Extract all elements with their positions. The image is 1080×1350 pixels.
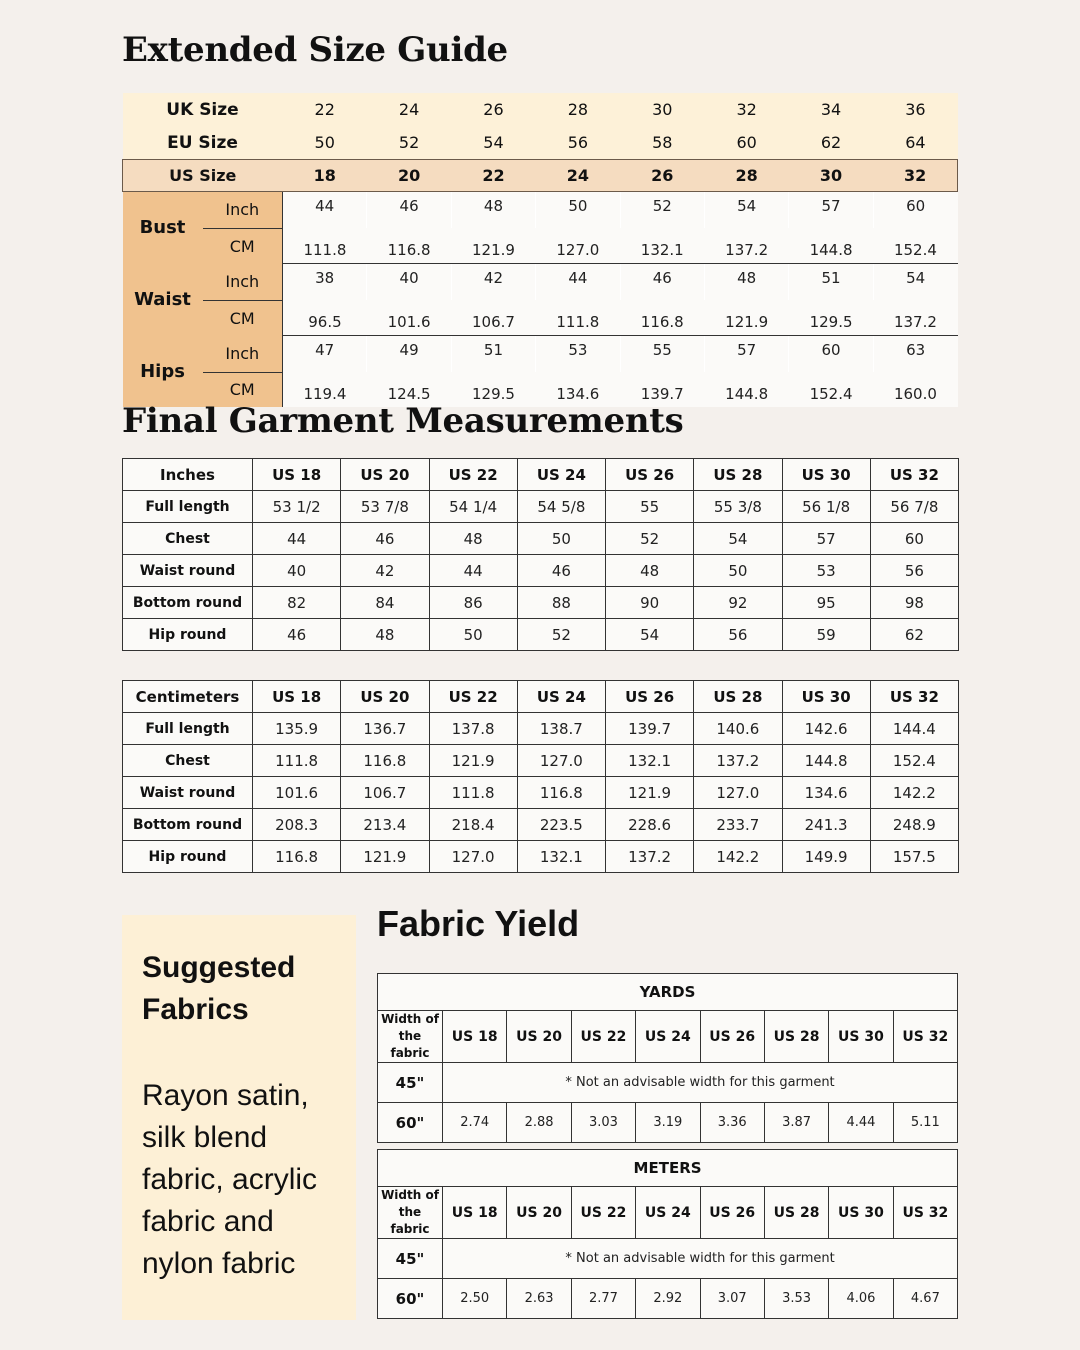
garment-cell: 90 bbox=[606, 587, 694, 619]
measurement-row bbox=[123, 300, 958, 336]
garment-column-header: US 28 bbox=[694, 459, 782, 491]
measurement-cell: 48 bbox=[704, 264, 788, 301]
unit-label: Inch bbox=[203, 264, 283, 301]
measurement-cell: 57 bbox=[704, 336, 788, 373]
garment-cell: 137.8 bbox=[429, 713, 517, 745]
garment-cell: 62 bbox=[870, 619, 958, 651]
garment-cell: 82 bbox=[253, 587, 341, 619]
yield-column-header: US 20 bbox=[507, 1011, 571, 1063]
yield-column-header: US 30 bbox=[829, 1187, 893, 1239]
size-row-label: EU Size bbox=[123, 126, 283, 160]
garment-cell: 135.9 bbox=[253, 713, 341, 745]
yield-column-header: US 30 bbox=[829, 1011, 893, 1063]
yield-cell: 3.03 bbox=[571, 1103, 635, 1143]
garment-header-row bbox=[123, 459, 959, 491]
garment-column-header: US 24 bbox=[517, 459, 605, 491]
suggested-fabrics-body: Rayon satin, silk blend fabric, acrylic fabric and nylon fabric bbox=[142, 1079, 318, 1280]
garment-cell: 134.6 bbox=[782, 777, 870, 809]
garment-cell: 56 bbox=[870, 555, 958, 587]
yield-cell: 3.53 bbox=[764, 1279, 828, 1319]
garment-cell: 88 bbox=[517, 587, 605, 619]
measurement-cell: 51 bbox=[789, 264, 873, 301]
measurement-cell: 60 bbox=[789, 336, 873, 373]
garment-cell: 137.2 bbox=[606, 841, 694, 873]
garment-row-label: Chest bbox=[123, 745, 253, 777]
garment-row bbox=[123, 587, 959, 619]
garment-cell: 44 bbox=[253, 523, 341, 555]
garment-cell: 152.4 bbox=[870, 745, 958, 777]
garment-row-label: Waist round bbox=[123, 555, 253, 587]
garment-cell: 56 7/8 bbox=[870, 491, 958, 523]
garment-cell: 111.8 bbox=[253, 745, 341, 777]
garment-header-row bbox=[123, 681, 959, 713]
measurement-row bbox=[123, 264, 958, 301]
yield-note: * Not an advisable width for this garment bbox=[443, 1063, 958, 1103]
garment-cell: 116.8 bbox=[341, 745, 429, 777]
yield-row-label: 60" bbox=[378, 1279, 443, 1319]
size-cell: 34 bbox=[789, 93, 873, 126]
yield-row-label: 45" bbox=[378, 1239, 443, 1279]
yield-column-header: US 26 bbox=[700, 1187, 764, 1239]
yield-column-header: US 22 bbox=[571, 1187, 635, 1239]
garment-cell: 46 bbox=[341, 523, 429, 555]
measurement-cell: 52 bbox=[620, 192, 704, 229]
size-row bbox=[123, 126, 958, 160]
size-row bbox=[123, 160, 958, 192]
yield-row-45 bbox=[378, 1239, 958, 1279]
size-cell: 64 bbox=[873, 126, 957, 160]
yield-cell: 4.67 bbox=[893, 1279, 957, 1319]
garment-cell: 208.3 bbox=[253, 809, 341, 841]
garment-cell: 138.7 bbox=[517, 713, 605, 745]
yield-column-header: US 28 bbox=[764, 1011, 828, 1063]
size-cell: 52 bbox=[367, 126, 451, 160]
measurement-cell: 51 bbox=[451, 336, 535, 373]
measurement-row bbox=[123, 228, 958, 264]
yield-header-row bbox=[378, 1187, 958, 1239]
size-cell: 36 bbox=[873, 93, 957, 126]
unit-label: CM bbox=[203, 372, 283, 407]
yield-cell: 3.36 bbox=[700, 1103, 764, 1143]
measurement-cell: 54 bbox=[873, 264, 957, 301]
yield-caption: YARDS bbox=[378, 974, 958, 1011]
garment-column-header: US 26 bbox=[606, 459, 694, 491]
measurement-cell: 111.8 bbox=[536, 300, 620, 336]
yield-column-header: US 28 bbox=[764, 1187, 828, 1239]
garment-cell: 84 bbox=[341, 587, 429, 619]
garment-row-label: Full length bbox=[123, 713, 253, 745]
yield-column-header: US 24 bbox=[636, 1011, 700, 1063]
garment-cell: 106.7 bbox=[341, 777, 429, 809]
garment-cell: 142.2 bbox=[694, 841, 782, 873]
garment-cell: 218.4 bbox=[429, 809, 517, 841]
measurement-cell: 144.8 bbox=[704, 372, 788, 407]
garment-cell: 60 bbox=[870, 523, 958, 555]
garment-cell: 132.1 bbox=[517, 841, 605, 873]
measurement-cell: 44 bbox=[283, 192, 367, 229]
garment-cell: 48 bbox=[606, 555, 694, 587]
measurement-cell: 137.2 bbox=[873, 300, 957, 336]
garment-column-header: US 20 bbox=[341, 459, 429, 491]
measurement-row bbox=[123, 336, 958, 373]
suggested-fabrics-panel bbox=[122, 915, 356, 1320]
garment-cell: 127.0 bbox=[429, 841, 517, 873]
garment-cell: 46 bbox=[253, 619, 341, 651]
measurement-cell: 49 bbox=[367, 336, 451, 373]
measurement-cell: 139.7 bbox=[620, 372, 704, 407]
garment-cell: 136.7 bbox=[341, 713, 429, 745]
garment-cell: 46 bbox=[517, 555, 605, 587]
garment-cell: 132.1 bbox=[606, 745, 694, 777]
yield-row-label: 45" bbox=[378, 1063, 443, 1103]
garment-corner-label: Inches bbox=[123, 459, 253, 491]
yield-column-header: US 32 bbox=[893, 1011, 957, 1063]
measurement-cell: 129.5 bbox=[789, 300, 873, 336]
yield-column-header: US 32 bbox=[893, 1187, 957, 1239]
garment-cell: 40 bbox=[253, 555, 341, 587]
size-cell: 58 bbox=[620, 126, 704, 160]
garment-cell: 54 5/8 bbox=[517, 491, 605, 523]
measurement-cell: 116.8 bbox=[367, 228, 451, 264]
size-row bbox=[123, 93, 958, 126]
garment-cell: 149.9 bbox=[782, 841, 870, 873]
yield-cell: 2.63 bbox=[507, 1279, 571, 1319]
unit-label: Inch bbox=[203, 192, 283, 229]
measurement-cell: 124.5 bbox=[367, 372, 451, 407]
measurement-group-label: Hips bbox=[123, 336, 203, 408]
garment-cell: 121.9 bbox=[429, 745, 517, 777]
garment-column-header: US 20 bbox=[341, 681, 429, 713]
garment-cell: 54 bbox=[694, 523, 782, 555]
garment-cell: 44 bbox=[429, 555, 517, 587]
garment-cell: 127.0 bbox=[694, 777, 782, 809]
garment-cell: 54 bbox=[606, 619, 694, 651]
garment-column-header: US 30 bbox=[782, 459, 870, 491]
yield-header-row bbox=[378, 1011, 958, 1063]
measurement-cell: 101.6 bbox=[367, 300, 451, 336]
garment-cell: 52 bbox=[517, 619, 605, 651]
measurement-cell: 106.7 bbox=[451, 300, 535, 336]
yield-corner-label: Width of the fabric bbox=[378, 1187, 443, 1239]
yield-column-header: US 24 bbox=[636, 1187, 700, 1239]
garment-cell: 92 bbox=[694, 587, 782, 619]
yield-yards-table bbox=[377, 973, 958, 1143]
garment-cell: 57 bbox=[782, 523, 870, 555]
yield-cell: 2.92 bbox=[636, 1279, 700, 1319]
garment-cell: 213.4 bbox=[341, 809, 429, 841]
yield-cell: 2.50 bbox=[443, 1279, 507, 1319]
garment-cell: 54 1/4 bbox=[429, 491, 517, 523]
measurement-cell: 54 bbox=[704, 192, 788, 229]
garment-column-header: US 32 bbox=[870, 681, 958, 713]
yield-cell: 4.06 bbox=[829, 1279, 893, 1319]
yield-meters-table bbox=[377, 1149, 958, 1319]
size-cell: 24 bbox=[536, 160, 620, 192]
garment-cell: 53 bbox=[782, 555, 870, 587]
measurement-cell: 46 bbox=[620, 264, 704, 301]
measurement-cell: 53 bbox=[536, 336, 620, 373]
garment-cell: 127.0 bbox=[517, 745, 605, 777]
size-cell: 22 bbox=[451, 160, 535, 192]
yield-row-label: 60" bbox=[378, 1103, 443, 1143]
garment-cell: 53 1/2 bbox=[253, 491, 341, 523]
garment-cell: 144.8 bbox=[782, 745, 870, 777]
garment-cell: 48 bbox=[341, 619, 429, 651]
yield-column-header: US 22 bbox=[571, 1011, 635, 1063]
size-cell: 30 bbox=[789, 160, 873, 192]
garment-cell: 50 bbox=[429, 619, 517, 651]
unit-label: CM bbox=[203, 300, 283, 336]
garment-column-header: US 28 bbox=[694, 681, 782, 713]
garment-row bbox=[123, 523, 959, 555]
size-cell: 60 bbox=[704, 126, 788, 160]
yield-row-60 bbox=[378, 1279, 958, 1319]
size-cell: 26 bbox=[451, 93, 535, 126]
garment-column-header: US 18 bbox=[253, 681, 341, 713]
size-cell: 56 bbox=[536, 126, 620, 160]
garment-cell: 241.3 bbox=[782, 809, 870, 841]
garment-column-header: US 22 bbox=[429, 459, 517, 491]
yield-column-header: US 20 bbox=[507, 1187, 571, 1239]
garment-row-label: Bottom round bbox=[123, 587, 253, 619]
yield-row-45 bbox=[378, 1063, 958, 1103]
garment-row bbox=[123, 555, 959, 587]
measurement-cell: 119.4 bbox=[283, 372, 367, 407]
garment-title: Final Garment Measurements bbox=[122, 401, 684, 441]
garment-row bbox=[123, 491, 959, 523]
garment-cell: 86 bbox=[429, 587, 517, 619]
garment-cm-table bbox=[122, 680, 959, 873]
garment-cell: 121.9 bbox=[606, 777, 694, 809]
yield-caption: METERS bbox=[378, 1150, 958, 1187]
size-guide-title: Extended Size Guide bbox=[122, 30, 508, 70]
size-cell: 28 bbox=[536, 93, 620, 126]
garment-row-label: Bottom round bbox=[123, 809, 253, 841]
size-cell: 28 bbox=[704, 160, 788, 192]
garment-cell: 53 7/8 bbox=[341, 491, 429, 523]
garment-cell: 48 bbox=[429, 523, 517, 555]
garment-column-header: US 22 bbox=[429, 681, 517, 713]
size-cell: 24 bbox=[367, 93, 451, 126]
measurement-cell: 111.8 bbox=[283, 228, 367, 264]
garment-column-header: US 18 bbox=[253, 459, 341, 491]
measurement-cell: 116.8 bbox=[620, 300, 704, 336]
garment-column-header: US 32 bbox=[870, 459, 958, 491]
garment-row bbox=[123, 745, 959, 777]
yield-note: * Not an advisable width for this garment bbox=[443, 1239, 958, 1279]
measurement-cell: 46 bbox=[367, 192, 451, 229]
measurement-cell: 50 bbox=[536, 192, 620, 229]
measurement-cell: 121.9 bbox=[704, 300, 788, 336]
garment-inches-table bbox=[122, 458, 959, 651]
garment-cell: 111.8 bbox=[429, 777, 517, 809]
yield-cell: 3.19 bbox=[636, 1103, 700, 1143]
garment-cell: 42 bbox=[341, 555, 429, 587]
measurement-cell: 96.5 bbox=[283, 300, 367, 336]
yield-row-60 bbox=[378, 1103, 958, 1143]
garment-corner-label: Centimeters bbox=[123, 681, 253, 713]
measurement-cell: 63 bbox=[873, 336, 957, 373]
fabric-yield-title: Fabric Yield bbox=[377, 903, 580, 944]
yield-caption-row bbox=[378, 974, 958, 1011]
garment-row bbox=[123, 777, 959, 809]
size-cell: 32 bbox=[873, 160, 957, 192]
size-cell: 20 bbox=[367, 160, 451, 192]
suggested-fabrics-title: Suggested Fabrics bbox=[142, 951, 296, 1026]
measurement-cell: 47 bbox=[283, 336, 367, 373]
measurement-cell: 55 bbox=[620, 336, 704, 373]
measurement-cell: 137.2 bbox=[704, 228, 788, 264]
garment-row-label: Full length bbox=[123, 491, 253, 523]
garment-cell: 139.7 bbox=[606, 713, 694, 745]
garment-column-header: US 30 bbox=[782, 681, 870, 713]
size-cell: 26 bbox=[620, 160, 704, 192]
garment-cell: 116.8 bbox=[517, 777, 605, 809]
garment-cell: 52 bbox=[606, 523, 694, 555]
garment-cell: 55 3/8 bbox=[694, 491, 782, 523]
measurement-group-label: Waist bbox=[123, 264, 203, 336]
garment-row-label: Hip round bbox=[123, 619, 253, 651]
garment-cell: 50 bbox=[517, 523, 605, 555]
garment-cell: 157.5 bbox=[870, 841, 958, 873]
size-cell: 22 bbox=[283, 93, 367, 126]
measurement-cell: 121.9 bbox=[451, 228, 535, 264]
unit-label: Inch bbox=[203, 336, 283, 373]
yield-cell: 3.07 bbox=[700, 1279, 764, 1319]
garment-row bbox=[123, 809, 959, 841]
garment-row-label: Chest bbox=[123, 523, 253, 555]
measurement-cell: 38 bbox=[283, 264, 367, 301]
garment-cell: 56 1/8 bbox=[782, 491, 870, 523]
size-guide-table bbox=[122, 93, 958, 407]
garment-cell: 121.9 bbox=[341, 841, 429, 873]
size-cell: 54 bbox=[451, 126, 535, 160]
garment-cell: 142.2 bbox=[870, 777, 958, 809]
garment-cell: 142.6 bbox=[782, 713, 870, 745]
measurement-cell: 160.0 bbox=[873, 372, 957, 407]
unit-label: CM bbox=[203, 228, 283, 264]
yield-cell: 2.77 bbox=[571, 1279, 635, 1319]
size-cell: 50 bbox=[283, 126, 367, 160]
garment-cell: 59 bbox=[782, 619, 870, 651]
yield-corner-label: Width of the fabric bbox=[378, 1011, 443, 1063]
garment-row-label: Hip round bbox=[123, 841, 253, 873]
garment-cell: 233.7 bbox=[694, 809, 782, 841]
garment-cell: 98 bbox=[870, 587, 958, 619]
garment-cell: 137.2 bbox=[694, 745, 782, 777]
measurement-group-label: Bust bbox=[123, 192, 203, 264]
garment-row bbox=[123, 841, 959, 873]
garment-cell: 228.6 bbox=[606, 809, 694, 841]
garment-cell: 56 bbox=[694, 619, 782, 651]
size-row-label: US Size bbox=[123, 160, 283, 192]
measurement-cell: 42 bbox=[451, 264, 535, 301]
measurement-cell: 57 bbox=[789, 192, 873, 229]
measurement-cell: 40 bbox=[367, 264, 451, 301]
measurement-cell: 132.1 bbox=[620, 228, 704, 264]
yield-column-header: US 18 bbox=[443, 1187, 507, 1239]
yield-cell: 2.74 bbox=[443, 1103, 507, 1143]
garment-cell: 144.4 bbox=[870, 713, 958, 745]
measurement-cell: 44 bbox=[536, 264, 620, 301]
size-cell: 30 bbox=[620, 93, 704, 126]
garment-row bbox=[123, 619, 959, 651]
yield-cell: 4.44 bbox=[829, 1103, 893, 1143]
garment-row-label: Waist round bbox=[123, 777, 253, 809]
measurement-cell: 48 bbox=[451, 192, 535, 229]
garment-cell: 248.9 bbox=[870, 809, 958, 841]
garment-cell: 223.5 bbox=[517, 809, 605, 841]
garment-column-header: US 26 bbox=[606, 681, 694, 713]
measurement-cell: 134.6 bbox=[536, 372, 620, 407]
yield-cell: 3.87 bbox=[764, 1103, 828, 1143]
size-cell: 62 bbox=[789, 126, 873, 160]
yield-column-header: US 26 bbox=[700, 1011, 764, 1063]
measurement-cell: 129.5 bbox=[451, 372, 535, 407]
garment-cell: 95 bbox=[782, 587, 870, 619]
measurement-cell: 144.8 bbox=[789, 228, 873, 264]
garment-row bbox=[123, 713, 959, 745]
yield-column-header: US 18 bbox=[443, 1011, 507, 1063]
measurement-cell: 60 bbox=[873, 192, 957, 229]
measurement-row bbox=[123, 192, 958, 229]
yield-caption-row bbox=[378, 1150, 958, 1187]
yield-cell: 5.11 bbox=[893, 1103, 957, 1143]
garment-cell: 101.6 bbox=[253, 777, 341, 809]
size-cell: 32 bbox=[704, 93, 788, 126]
garment-cell: 140.6 bbox=[694, 713, 782, 745]
garment-cell: 50 bbox=[694, 555, 782, 587]
measurement-cell: 152.4 bbox=[873, 228, 957, 264]
measurement-cell: 152.4 bbox=[789, 372, 873, 407]
measurement-cell: 127.0 bbox=[536, 228, 620, 264]
size-row-label: UK Size bbox=[123, 93, 283, 126]
garment-cell: 55 bbox=[606, 491, 694, 523]
size-cell: 18 bbox=[283, 160, 367, 192]
yield-cell: 2.88 bbox=[507, 1103, 571, 1143]
garment-cell: 116.8 bbox=[253, 841, 341, 873]
garment-column-header: US 24 bbox=[517, 681, 605, 713]
